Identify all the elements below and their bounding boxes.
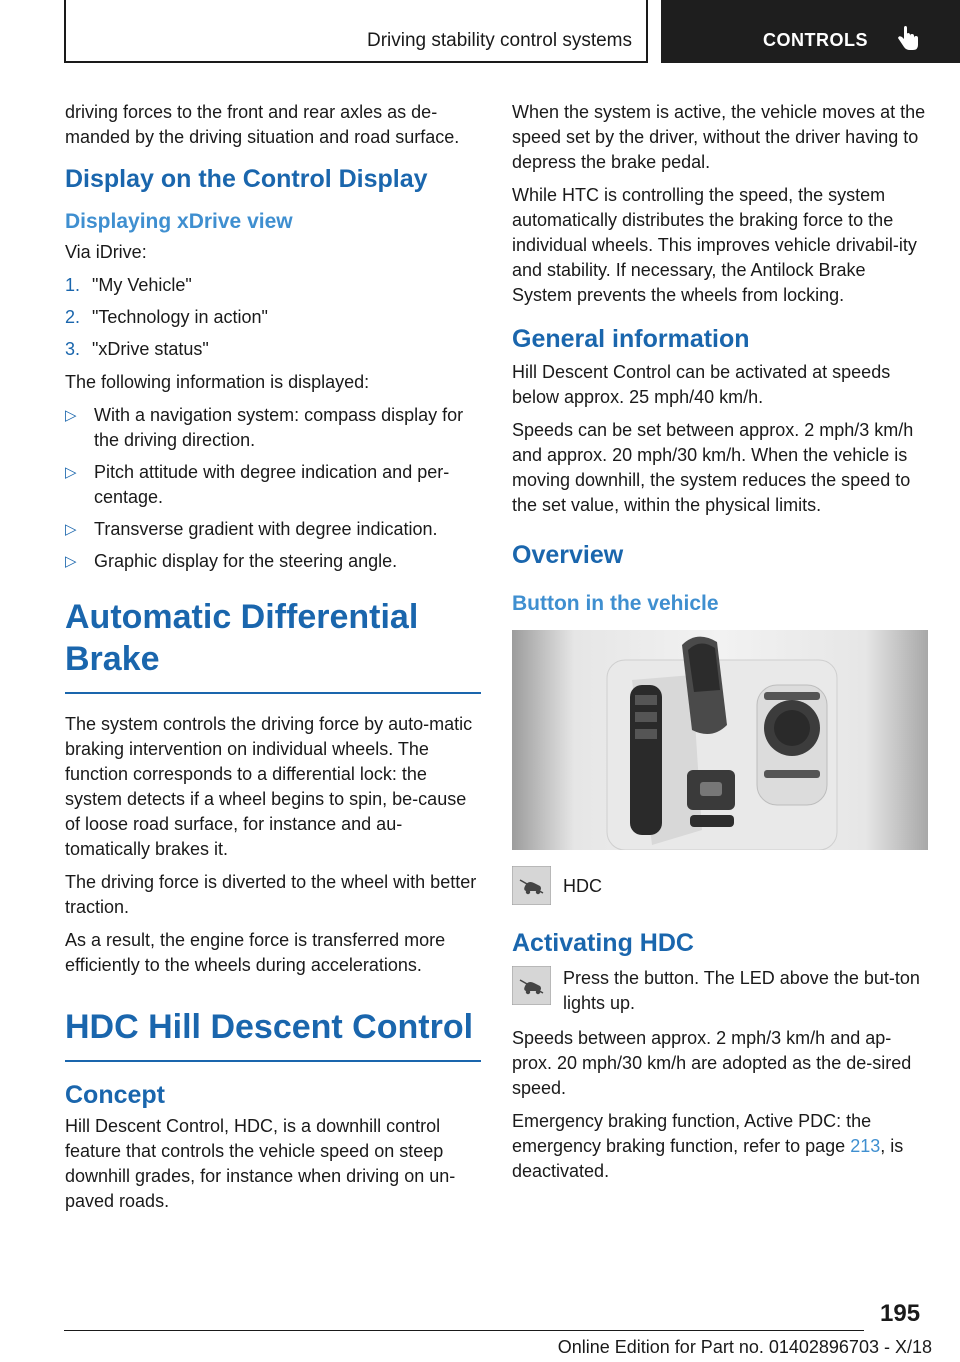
list-item — [65, 305, 481, 330]
header-section-box — [64, 0, 648, 63]
hdc-button-icon — [512, 866, 551, 905]
general-paragraph-1: Hill Descent Control can be activated at speeds below approx. 25 mph/40 km/h. — [512, 362, 891, 407]
hdc-button-icon — [512, 966, 551, 1005]
emergency-text: Emergency braking function, Active PDC: the emergency braking function, refer to page — [512, 1111, 872, 1156]
emergency-text-end: , is deactivated. — [512, 1136, 904, 1181]
right-column — [512, 100, 928, 1192]
general-info-heading: General information — [512, 325, 750, 353]
general-paragraph-2: Speeds can be set between approx. 2 mph/3 km/h and approx. 20 mph/30 km/h. When the vehicle is moving downhill, the system reduces the speed to the set value, within the physical limits. — [512, 420, 914, 515]
left-column — [65, 100, 481, 1222]
hdc-heading: HDC Hill Descent Control — [65, 1006, 481, 1062]
active-paragraph: When the system is active, the vehicle moves at the speed set by the driver, without the driver having to depress the brake pedal. — [512, 102, 926, 172]
center-console-photo — [512, 630, 928, 850]
adb-heading: Automatic Differential Brake — [65, 596, 481, 694]
bullet-text: Pitch attitude with degree indication and per-centage. — [94, 462, 450, 507]
footer-divider — [64, 1330, 864, 1331]
header-chapter-label: CONTROLS — [763, 30, 868, 50]
concept-heading: Concept — [65, 1081, 165, 1109]
list-item — [65, 517, 481, 542]
via-idrive-text: Via iDrive: — [65, 242, 147, 262]
adb-paragraph-2: The driving force is diverted to the wheel with better traction. — [65, 872, 477, 917]
emergency-paragraph — [512, 1109, 928, 1184]
header-section-title: Driving stability control systems — [366, 30, 632, 51]
htc-paragraph: While HTC is controlling the speed, the system automatically distributes the braking force to the individual wheels. This improves vehicle drivabil-ity and stability. If necessary, the Antilock Brake System prevents the wheels from locking. — [512, 185, 917, 305]
adb-paragraph-1: The system controls the driving force by auto-matic braking intervention on individual wheels. The function corresponds to a differential lock: the system detects if a wheel begins to spin, be-cause of loose road surface, for instance and au-tomatically brakes it. — [65, 714, 473, 859]
bullet-text: With a navigation system: compass display for the driving direction. — [94, 405, 464, 450]
info-bullet-list — [65, 403, 481, 574]
step-number: 3. — [65, 339, 81, 359]
overview-heading: Overview — [512, 541, 624, 569]
page-reference-link[interactable]: 213 — [850, 1136, 881, 1156]
activating-hdc-heading: Activating HDC — [512, 929, 694, 957]
button-in-vehicle-heading: Button in the vehicle — [512, 592, 719, 615]
triangle-bullet-icon: ▷ — [65, 521, 77, 538]
footer-edition: Online Edition for Part no. 01402896703 - X/18 — [557, 1337, 932, 1357]
info-intro-text: The following information is displayed: — [65, 372, 370, 392]
page-number: 195 — [880, 1300, 921, 1327]
list-item — [65, 403, 481, 453]
list-item — [65, 337, 481, 362]
triangle-bullet-icon: ▷ — [65, 407, 77, 424]
hand-pointer-icon — [893, 24, 923, 54]
display-heading: Display on the Control Display — [65, 165, 428, 193]
step-number: 1. — [65, 275, 81, 295]
bullet-text: Transverse gradient with degree indication. — [94, 519, 438, 539]
hdc-label: HDC — [563, 876, 602, 896]
activating-icon-row — [512, 966, 928, 1016]
concept-paragraph: Hill Descent Control, HDC, is a downhill control feature that controls the vehicle speed on steep downhill grades, for instance when driving on un-paved roads. — [65, 1116, 456, 1211]
step-number: 2. — [65, 307, 81, 327]
step-text: "Technology in action" — [92, 307, 268, 327]
speeds-paragraph: Speeds between approx. 2 mph/3 km/h and ap-prox. 20 mph/30 km/h are adopted as the de-sired speed. — [512, 1028, 912, 1098]
triangle-bullet-icon: ▷ — [65, 553, 77, 570]
adb-paragraph-3: As a result, the engine force is transferred more efficiently to the wheels during accelerations. — [65, 930, 446, 975]
step-text: "xDrive status" — [92, 339, 209, 359]
xdrive-steps-list — [65, 273, 481, 362]
header-chapter-box — [661, 0, 960, 63]
triangle-bullet-icon: ▷ — [65, 464, 77, 481]
xdrive-heading: Displaying xDrive view — [65, 210, 293, 233]
hdc-icon-row — [512, 866, 928, 906]
list-item — [65, 460, 481, 510]
activating-paragraph: Press the button. The LED above the but-ton lights up. — [563, 968, 920, 1013]
intro-paragraph: driving forces to the front and rear axles as de-manded by the driving situation and road surface. — [65, 102, 460, 147]
list-item — [65, 549, 481, 574]
list-item — [65, 273, 481, 298]
bullet-text: Graphic display for the steering angle. — [94, 551, 398, 571]
step-text: "My Vehicle" — [92, 275, 192, 295]
